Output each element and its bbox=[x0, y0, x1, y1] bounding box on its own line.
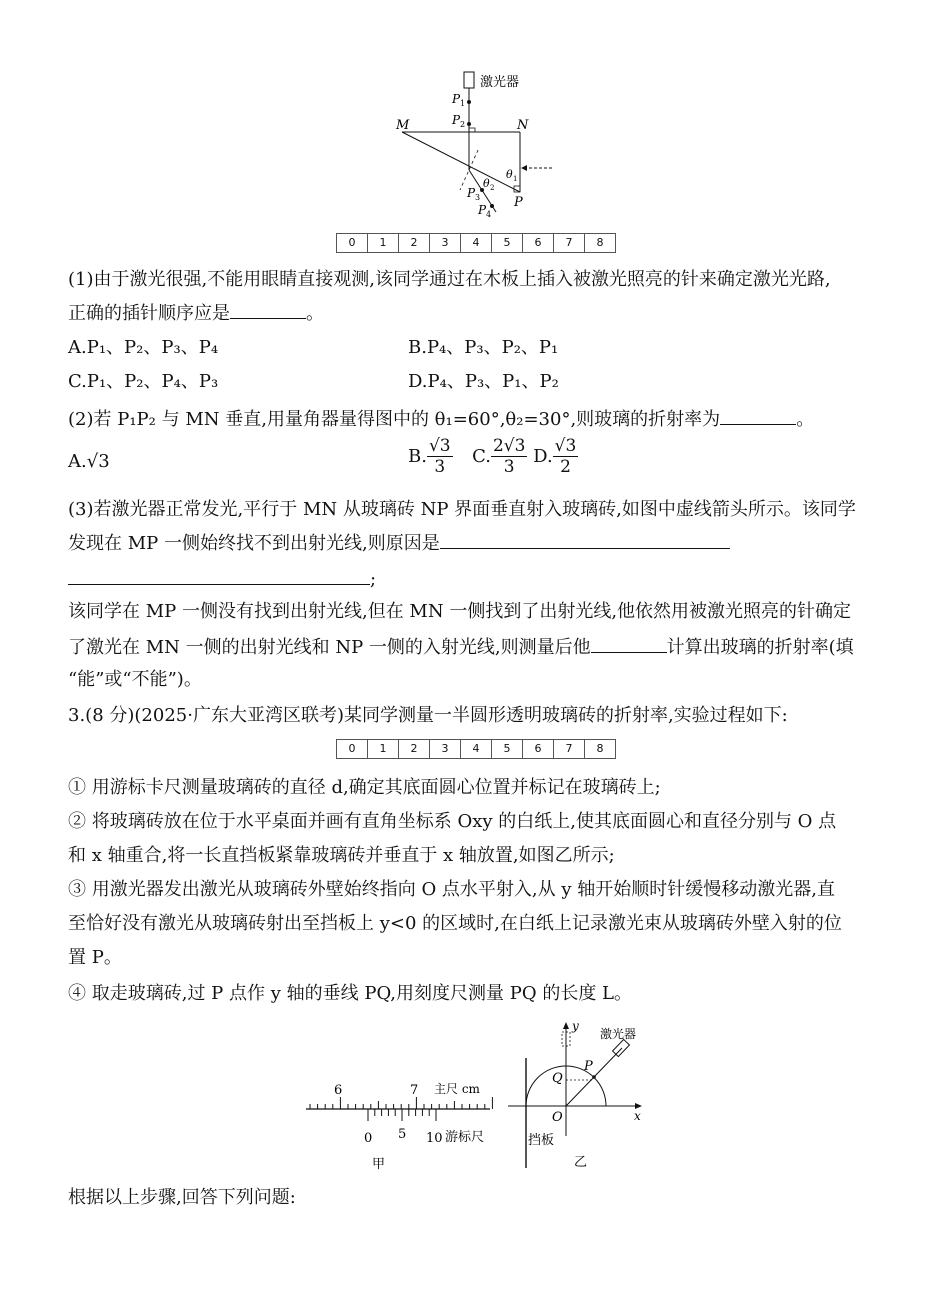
q3-line3: ; bbox=[68, 566, 376, 592]
svg-text:甲: 甲 bbox=[372, 1157, 386, 1172]
q1-option-b[interactable]: B.P₄、P₃、P₂、P₁ bbox=[408, 337, 559, 358]
svg-text:3: 3 bbox=[475, 193, 481, 202]
q3-can-blank[interactable] bbox=[591, 634, 667, 653]
p3-step2b: 和 x 轴重合,将一长直挡板紧靠玻璃砖并垂直于 x 轴放置,如图乙所示; bbox=[68, 845, 615, 866]
q2-text: (2)若 P₁P₂ 与 MN 垂直,用量角器量得图中的 θ₁=60°,θ₂=30°,则玻璃的折射率为 。 bbox=[68, 406, 814, 432]
q1-text-b: 正确的插针顺序应是 。 bbox=[68, 300, 324, 326]
p3-step3b: 至恰好没有激光从玻璃砖射出至挡板上 y<0 的区域时,在白纸上记录激光束从玻璃砖外壁入射的位 bbox=[68, 913, 842, 934]
q2-option-c[interactable]: C. $\frac{2√3}{3}$ bbox=[472, 436, 526, 477]
svg-text:乙: 乙 bbox=[574, 1155, 588, 1170]
svg-text:θ: θ bbox=[483, 177, 490, 190]
p3-step1: ① 用游标卡尺测量玻璃砖的直径 d,确定其底面圆心位置并标记在玻璃砖上; bbox=[68, 777, 661, 798]
svg-text:θ: θ bbox=[506, 168, 513, 181]
p3-step4: ④ 取走玻璃砖,过 P 点作 y 轴的垂线 PQ,用刻度尺测量 PQ 的长度 L。 bbox=[68, 983, 633, 1004]
svg-text:5: 5 bbox=[398, 1127, 407, 1142]
svg-text:激光器: 激光器 bbox=[600, 1027, 637, 1041]
svg-text:P: P bbox=[467, 186, 476, 200]
q1-option-a[interactable]: A.P₁、P₂、P₃、P₄ bbox=[68, 337, 219, 358]
q2-option-a[interactable]: A.√3 bbox=[68, 451, 110, 472]
svg-text:1: 1 bbox=[460, 99, 466, 108]
q3-line6: “能”或“不能”)。 bbox=[68, 669, 202, 690]
q1-option-d[interactable]: D.P₄、P₃、P₁、P₂ bbox=[408, 371, 559, 392]
q2-option-d[interactable]: D. $\frac{√3}{2}$ bbox=[533, 436, 577, 477]
svg-text:P: P bbox=[584, 1059, 593, 1074]
svg-text:P: P bbox=[452, 113, 461, 127]
q2-options-bcd bbox=[408, 436, 578, 477]
scale-ruler: 0 1 2 3 4 5 6 7 8 bbox=[336, 233, 616, 253]
svg-text:7: 7 bbox=[410, 1083, 419, 1098]
svg-text:P: P bbox=[478, 203, 487, 217]
q1-answer-blank[interactable] bbox=[230, 300, 306, 319]
q2-answer-blank[interactable] bbox=[720, 406, 796, 425]
svg-text:2: 2 bbox=[460, 120, 466, 129]
q3-line4: 该同学在 MP 一侧没有找到出射光线,但在 MN 一侧找到了出射光线,他依然用被激光照亮的针确定 bbox=[68, 601, 852, 622]
vernier-figure bbox=[300, 1076, 500, 1172]
svg-text:游标尺: 游标尺 bbox=[445, 1130, 485, 1145]
svg-text:主尺 cm: 主尺 cm bbox=[434, 1082, 480, 1096]
p3-step3c: 置 P。 bbox=[68, 947, 122, 968]
svg-text:4: 4 bbox=[486, 210, 492, 219]
prism-figure bbox=[390, 66, 560, 226]
q1-text-a: (1)由于激光很强,不能用眼睛直接观测,该同学通过在木板上插入被激光照亮的针来确定激光光路, bbox=[68, 269, 831, 290]
svg-text:0: 0 bbox=[364, 1131, 373, 1146]
q1-option-c[interactable]: C.P₁、P₂、P₄、P₃ bbox=[68, 371, 219, 392]
svg-text:Q: Q bbox=[552, 1071, 563, 1086]
laser-label: 激光器 bbox=[480, 75, 520, 90]
q2-option-b[interactable]: B. $\frac{√3}{3}$ bbox=[408, 436, 451, 477]
semicircle-figure bbox=[500, 1018, 660, 1172]
q3-line1: (3)若激光器正常发光,平行于 MN 从玻璃砖 NP 界面垂直射入玻璃砖,如图中虚线箭头所示。该同学 bbox=[68, 499, 856, 520]
p3-step2a: ② 将玻璃砖放在位于水平桌面并画有直角坐标系 Oxy 的白纸上,使其底面圆心和直径分别与 O 点 bbox=[68, 811, 837, 832]
svg-text:6: 6 bbox=[334, 1083, 343, 1098]
svg-text:1: 1 bbox=[513, 175, 518, 183]
q3-reason-blank-2[interactable] bbox=[68, 566, 370, 585]
p3-final: 根据以上步骤,回答下列问题: bbox=[68, 1187, 296, 1208]
p3-step3a: ③ 用激光器发出激光从玻璃砖外壁始终指向 O 点水平射入,从 y 轴开始顺时针缓慢移动激光器,直 bbox=[68, 879, 835, 900]
svg-text:M: M bbox=[396, 118, 410, 133]
svg-text:P: P bbox=[452, 92, 461, 106]
svg-text:挡板: 挡板 bbox=[528, 1133, 555, 1148]
q3-line2: 发现在 MP 一侧始终找不到出射光线,则原因是 bbox=[68, 530, 730, 556]
svg-text:O: O bbox=[552, 1110, 563, 1125]
svg-text:P: P bbox=[514, 195, 523, 210]
svg-text:N: N bbox=[517, 118, 529, 133]
svg-text:x: x bbox=[634, 1109, 641, 1123]
q3-line5: 了激光在 MN 一侧的出射光线和 NP 一侧的入射光线,则测量后他 计算出玻璃的折射率(填 bbox=[68, 634, 854, 660]
p3-head: 3.(8 分)(2025·广东大亚湾区联考)某同学测量一半圆形透明玻璃砖的折射率,实验过程如下: bbox=[68, 705, 788, 726]
scale-ruler-2: 0 1 2 3 4 5 6 7 8 bbox=[336, 739, 616, 759]
q3-reason-blank[interactable] bbox=[440, 530, 730, 549]
svg-text:2: 2 bbox=[490, 184, 495, 192]
svg-text:y: y bbox=[572, 1019, 579, 1033]
svg-text:10: 10 bbox=[426, 1131, 443, 1146]
laser-box bbox=[464, 72, 474, 88]
